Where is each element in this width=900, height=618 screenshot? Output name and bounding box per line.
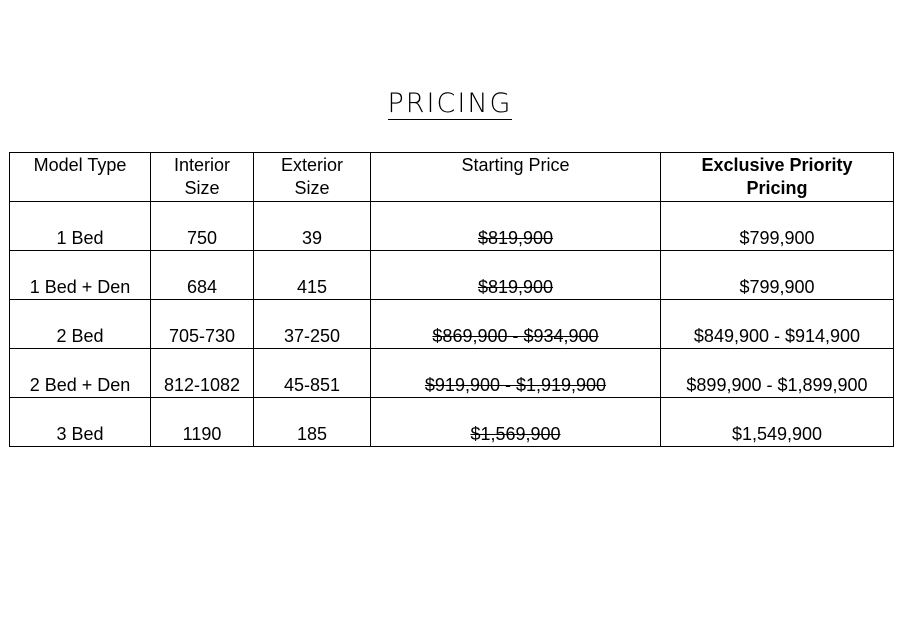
table-row <box>10 202 894 251</box>
page-title-text: PRICING <box>387 88 513 119</box>
cell-interior: 750 <box>151 202 254 251</box>
cell-starting-price: $919,900 - $1,919,900 <box>371 349 661 398</box>
table-row <box>10 349 894 398</box>
cell-model: 2 Bed + Den <box>10 349 151 398</box>
cell-interior: 812-1082 <box>151 349 254 398</box>
pricing-table <box>9 152 894 447</box>
cell-model: 3 Bed <box>10 398 151 447</box>
header-interior-size: Interior Size <box>151 153 254 202</box>
cell-model: 1 Bed + Den <box>10 251 151 300</box>
cell-exterior: 37-250 <box>254 300 371 349</box>
header-starting-price: Starting Price <box>371 153 661 202</box>
cell-exterior: 39 <box>254 202 371 251</box>
cell-exterior: 45-851 <box>254 349 371 398</box>
cell-exterior: 185 <box>254 398 371 447</box>
cell-interior: 1190 <box>151 398 254 447</box>
cell-model: 2 Bed <box>10 300 151 349</box>
cell-starting-price: $819,900 <box>371 202 661 251</box>
cell-priority-price: $1,549,900 <box>661 398 894 447</box>
cell-priority-price: $849,900 - $914,900 <box>661 300 894 349</box>
table-row <box>10 251 894 300</box>
header-exclusive-priority-pricing: Exclusive Priority Pricing <box>661 153 894 202</box>
table-header-row <box>10 153 894 202</box>
cell-priority-price: $799,900 <box>661 251 894 300</box>
header-exterior-size: Exterior Size <box>254 153 371 202</box>
cell-exterior: 415 <box>254 251 371 300</box>
cell-model: 1 Bed <box>10 202 151 251</box>
cell-priority-price: $899,900 - $1,899,900 <box>661 349 894 398</box>
cell-starting-price: $819,900 <box>371 251 661 300</box>
cell-starting-price: $869,900 - $934,900 <box>371 300 661 349</box>
table-row <box>10 398 894 447</box>
page-title <box>0 88 900 120</box>
header-model-type: Model Type <box>10 153 151 202</box>
cell-starting-price: $1,569,900 <box>371 398 661 447</box>
cell-priority-price: $799,900 <box>661 202 894 251</box>
cell-interior: 705-730 <box>151 300 254 349</box>
cell-interior: 684 <box>151 251 254 300</box>
table-row <box>10 300 894 349</box>
